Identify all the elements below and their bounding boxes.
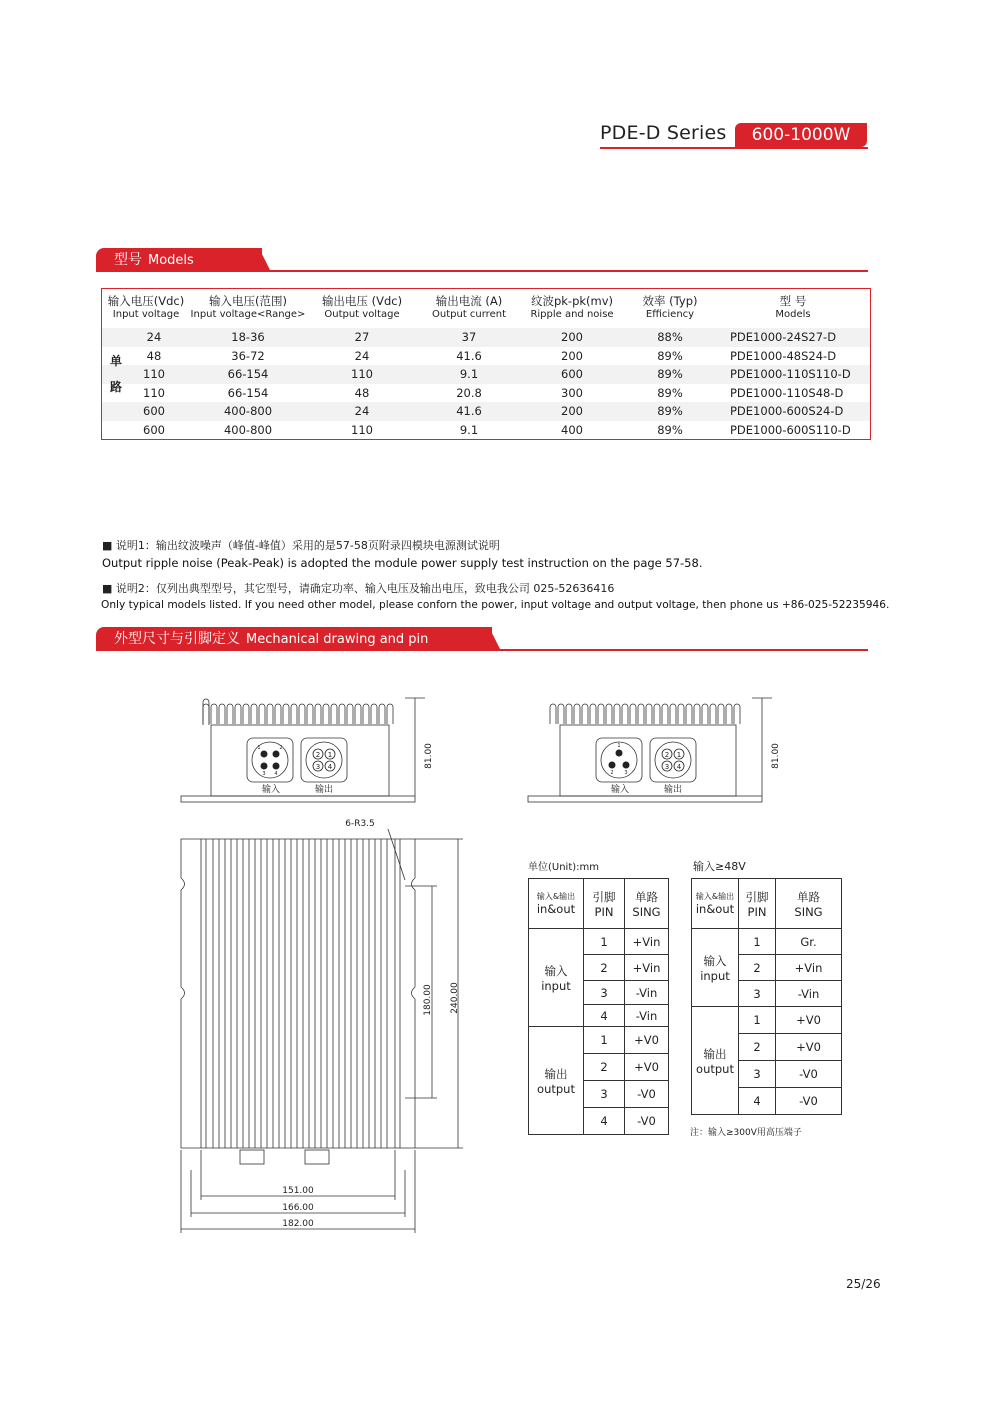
col-output-current: 输出电流 (A) Output current [432,294,506,320]
mech-title-cn: 外型尺寸与引脚定义 [114,631,240,647]
pin-label: 2 [315,751,321,759]
mech-title-en: Mechanical drawing and pin definition [114,632,429,671]
front-view-right [528,698,772,802]
series-title: PDE-D Series [600,122,727,144]
col-models: 型 号 Models [775,294,811,320]
top-view [181,829,463,1233]
group-label: 单路 [110,354,123,394]
pin-label: 1 [617,743,621,749]
dim-151: 151.00 [282,1186,314,1196]
col-efficiency: 效率 (Typ) Efficiency [642,294,698,320]
dim-height: 81.00 [424,743,434,769]
high-voltage-note: 注：输入≥300V用高压端子 [690,1128,802,1138]
table-row: 600 400-800 110 9.1 400 89% PDE1000-600S110-D [143,422,851,437]
models-title-cn: 型号 [114,252,142,268]
col-input-range: 输入电压(范围) Input voltage<Range> [190,294,306,320]
pin-label: 1 [257,745,261,751]
dim-180: 180.00 [423,984,433,1016]
dim-height: 81.00 [771,743,781,769]
out-label: 输出 [314,785,334,795]
power-range-tag: 600-1000W [735,123,867,147]
in-label: 输入 [610,785,630,795]
note2-cn: ■ 说明2：仅列出典型型号，其它型号，请确定功率、输入电压及输出电压，致电我公司 025-52636416 [102,582,615,595]
col-output-voltage: 输出电压 (Vdc) Output voltage [321,294,403,320]
radius-label: 6-R3.5 [345,819,375,829]
models-title-en: Models [148,253,194,268]
pin-label: 1 [327,751,333,759]
note1-cn: ■ 说明1：输出纹波噪声（峰值-峰值）采用的是57-58页附录四模块电源测试说明 [102,539,500,552]
table-row: 单路 24 18-36 27 37 200 88% PDE1000-24S27-D [102,328,870,347]
out-label: 输出 [663,785,683,795]
pin-label: 3 [624,770,628,776]
pin-table-1: 输入&输出 in&out 引脚 PIN 单路 SING 输入 input 1 +Vin 2 +Vin 3 -Vin 4 -Vin 输出 output 1 +V0 2 +V0 3 -V0 4 -V0 [528,878,669,1135]
pin-label: 4 [327,763,333,771]
dim-166: 166.00 [282,1203,314,1213]
pin-table-2: 输入&输出 in&out 引脚 PIN 单路 SING 输入 input 1 Gr. 2 +Vin 3 -Vin 输出 output 1 +V0 2 +V0 3 -V0 4 -V0 [691,878,842,1115]
page-number: 25/26 [846,1277,881,1291]
pin-label: 2 [279,745,283,751]
pin-label: 3 [315,763,321,771]
table-row: 110 66-154 110 9.1 600 89% PDE1000-110S110-D [102,365,870,384]
col-ripple: 纹波pk-pk(mv) Ripple and noise [530,294,614,320]
pin-label: 3 [664,763,670,771]
table-row: 600 400-800 24 41.6 200 89% PDE1000-600S24-D [102,402,870,421]
unit-label: 单位(Unit):mm [528,862,600,873]
note2-en: Only typical models listed. If you need other model, please conforn the power, input voltage and output voltage, then phone us +86-025-52235946. [101,599,890,611]
dim-182: 182.00 [282,1219,314,1229]
pin-label: 2 [664,751,670,759]
input-48v-label: 输入≥48V [693,860,746,873]
pin-label: 4 [274,771,278,777]
in-label: 输入 [261,785,281,795]
table-row: 110 66-154 48 20.8 300 89% PDE1000-110S48-D [143,385,844,400]
table-row: 48 36-72 24 41.6 200 89% PDE1000-48S24-D [146,348,837,363]
pin-label: 3 [262,771,266,777]
note1-en: Output ripple noise (Peak-Peak) is adopted the module power supply test instruction on the page 57-58. [102,556,703,570]
pin-label: 1 [676,751,682,759]
pin-label: 4 [676,763,682,771]
col-input-voltage: 输入电压(Vdc) Input voltage [107,294,185,320]
dim-240: 240.00 [450,982,460,1014]
pin-label: 2 [610,770,614,776]
front-view-left [181,698,425,802]
